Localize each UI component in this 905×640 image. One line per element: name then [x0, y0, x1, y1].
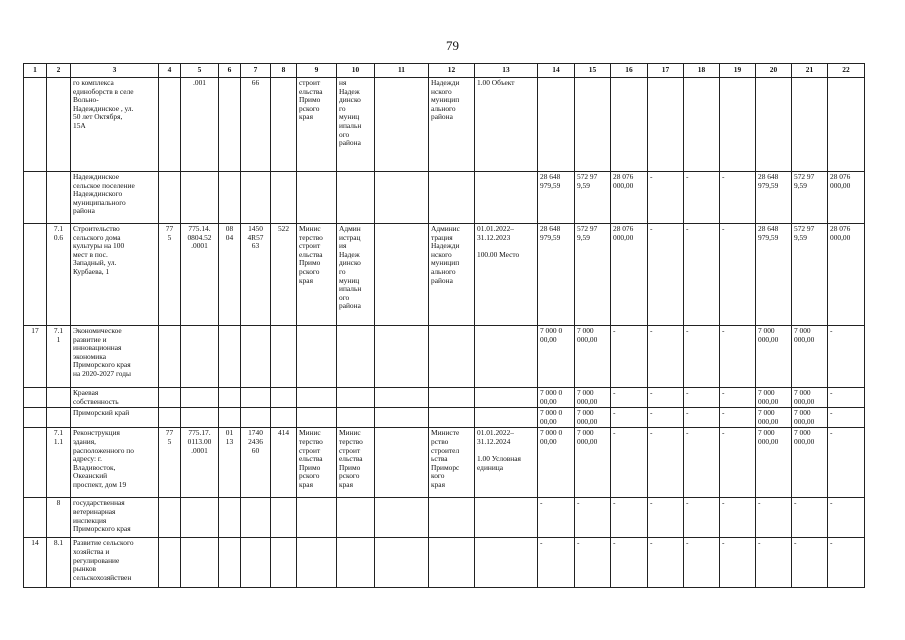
table-cell: [181, 326, 219, 388]
table-cell: 775.14. 0804.52 .0001: [181, 224, 219, 326]
table-cell: [271, 408, 297, 428]
table-cell: 7 000 000,00: [575, 388, 611, 408]
table-cell: [47, 172, 71, 224]
table-cell: -: [684, 224, 720, 326]
table-cell: 7 000 000,00: [756, 388, 792, 408]
table-cell: [475, 326, 538, 388]
table-cell: 28 076 000,00: [828, 224, 865, 326]
table-cell: -: [648, 538, 684, 588]
table-cell: -: [720, 224, 756, 326]
table-cell: 7.1 1.1: [47, 428, 71, 498]
table-cell: [684, 78, 720, 172]
table-cell: [375, 172, 429, 224]
table-cell: [475, 498, 538, 538]
table-row-8: [24, 498, 865, 538]
table-cell: [181, 172, 219, 224]
table-cell: [159, 538, 181, 588]
table-cell: 522: [271, 224, 297, 326]
table-cell: 7 000 000,00: [792, 326, 828, 388]
table-cell: Строительство сельского дома культуры на 100 мест в пос. Западный, ул. Курбаева, 1: [71, 224, 159, 326]
table-cell: [271, 498, 297, 538]
table-cell: -: [828, 538, 865, 588]
table-row-17-7-1-1: [24, 326, 865, 388]
table-cell: -: [648, 428, 684, 498]
table-cell: [24, 428, 47, 498]
table-cell: Министе рство строител ьства Приморс кого края: [429, 428, 475, 498]
table-cell: [181, 408, 219, 428]
table-cell: 8.1: [47, 538, 71, 588]
table-cell: [24, 172, 47, 224]
table-cell: Надеждинское сельское поселение Надеждинского муниципального района: [71, 172, 159, 224]
table-cell: -: [756, 498, 792, 538]
table-cell: 572 97 9,59: [575, 172, 611, 224]
column-header: 10: [337, 64, 375, 78]
table-cell: [429, 498, 475, 538]
table-cell: 7 000 0 00,00: [538, 388, 575, 408]
table-cell: [219, 78, 241, 172]
table-cell: -: [538, 538, 575, 588]
table-cell: -: [720, 172, 756, 224]
table-cell: 7 000 000,00: [756, 428, 792, 498]
table-cell: [24, 224, 47, 326]
table-cell: 66: [241, 78, 271, 172]
column-header: 3: [71, 64, 159, 78]
table-cell: 7 000 000,00: [575, 408, 611, 428]
table-cell: 1450 4R57 63: [241, 224, 271, 326]
table-cell: [375, 326, 429, 388]
table-cell: [297, 538, 337, 588]
table-cell: строит ельства Примо рского края: [297, 78, 337, 172]
table-cell: [337, 408, 375, 428]
table-cell: 28 076 000,00: [611, 172, 648, 224]
table-row-nadezhdinskoe: [24, 172, 865, 224]
table-cell: -: [575, 538, 611, 588]
column-header: 21: [792, 64, 828, 78]
column-header: 18: [684, 64, 720, 78]
page-number: 79: [446, 38, 459, 53]
table-cell: -: [611, 538, 648, 588]
table-cell: [241, 388, 271, 408]
table-cell: [219, 538, 241, 588]
column-header: 13: [475, 64, 538, 78]
table-cell: Админ истрац ия Надеж динско го муниц ипальн ого района: [337, 224, 375, 326]
column-header: 15: [575, 64, 611, 78]
column-header: 7: [241, 64, 271, 78]
column-header: 2: [47, 64, 71, 78]
table-cell: 1.00 Объект: [475, 78, 538, 172]
table-cell: Надежди нского муницип ального района: [429, 78, 475, 172]
table-cell: Минис терство строит ельства Примо рского края: [297, 428, 337, 498]
table-cell: [648, 78, 684, 172]
table-cell: [241, 408, 271, 428]
table-cell: [337, 172, 375, 224]
table-cell: 17: [24, 326, 47, 388]
table-cell: -: [720, 388, 756, 408]
table-cell: [24, 498, 47, 538]
table-cell: 01.01.2022– 31.12.2023 100.00 Место: [475, 224, 538, 326]
table-cell: -: [828, 498, 865, 538]
table-cell: 77 5: [159, 224, 181, 326]
table-cell: -: [684, 172, 720, 224]
table-cell: [271, 388, 297, 408]
table-cell: -: [684, 326, 720, 388]
table-cell: 572 97 9,59: [792, 224, 828, 326]
table-cell: -: [648, 498, 684, 538]
table-cell: Приморский край: [71, 408, 159, 428]
table-cell: 7 000 000,00: [792, 388, 828, 408]
table-cell: ня Надеж динско го муниц ипальн ого района: [337, 78, 375, 172]
table-cell: [611, 78, 648, 172]
table-cell: [375, 78, 429, 172]
table-cell: [24, 408, 47, 428]
table-cell: [575, 78, 611, 172]
table-cell: 7.1 0.6: [47, 224, 71, 326]
table-cell: [538, 78, 575, 172]
table-cell: [375, 428, 429, 498]
table-cell: [475, 408, 538, 428]
table-cell: [337, 538, 375, 588]
table-cell: [375, 388, 429, 408]
table-cell: 7 000 000,00: [756, 408, 792, 428]
table-cell: 77 5: [159, 428, 181, 498]
table-cell: -: [828, 326, 865, 388]
column-header: 1: [24, 64, 47, 78]
table-cell: го комплекса единоборств в селе Вольно- Надеждинское , ул. 50 лет Октября, 15А: [71, 78, 159, 172]
table-cell: 7 000 0 00,00: [538, 428, 575, 498]
table-cell: [47, 408, 71, 428]
table-cell: -: [792, 498, 828, 538]
table-cell: [159, 326, 181, 388]
table-cell: [271, 538, 297, 588]
table-cell: Экономическое развитие и инновационная экономика Приморского края на 2020-2027 годы: [71, 326, 159, 388]
table-cell: [24, 388, 47, 408]
column-header: 12: [429, 64, 475, 78]
table-cell: Реконструкция здания, расположенного по адресу: г. Владивосток, Океанский проспект, дом 19: [71, 428, 159, 498]
table-cell: -: [611, 428, 648, 498]
table-cell: Админис трация Надежди нского муницип ального района: [429, 224, 475, 326]
table-cell: [297, 326, 337, 388]
table-cell: [47, 78, 71, 172]
table-cell: 8: [47, 498, 71, 538]
table-cell: [828, 78, 865, 172]
table-cell: 7.1 1: [47, 326, 71, 388]
table-cell: государственная ветеринарная инспекция Приморского края: [71, 498, 159, 538]
table-cell: -: [684, 498, 720, 538]
table-cell: [181, 388, 219, 408]
table-cell: 1740 2436 60: [241, 428, 271, 498]
table-cell: 28 648 979,59: [756, 172, 792, 224]
table-cell: 28 076 000,00: [611, 224, 648, 326]
column-header: 17: [648, 64, 684, 78]
table-cell: 7 000 0 00,00: [538, 408, 575, 428]
table-cell: Краевая собственность: [71, 388, 159, 408]
table-cell: -: [720, 408, 756, 428]
table-row-continuation: [24, 78, 865, 172]
table-cell: [475, 172, 538, 224]
table-cell: -: [756, 538, 792, 588]
table-cell: 414: [271, 428, 297, 498]
table-cell: -: [648, 326, 684, 388]
table-cell: [219, 388, 241, 408]
table-cell: [271, 326, 297, 388]
table-cell: 572 97 9,59: [575, 224, 611, 326]
table-cell: 572 97 9,59: [792, 172, 828, 224]
table-cell: [429, 172, 475, 224]
table-cell: [159, 172, 181, 224]
table-cell: Развитие сельского хозяйства и регулирование рынков сельскохозяйствен: [71, 538, 159, 588]
table-cell: -: [684, 388, 720, 408]
table-cell: [375, 408, 429, 428]
table-cell: [429, 326, 475, 388]
table-cell: [337, 326, 375, 388]
table-cell: -: [792, 538, 828, 588]
table-cell: -: [648, 388, 684, 408]
table-cell: [375, 538, 429, 588]
table-cell: -: [648, 224, 684, 326]
table-cell: Минис терство строит ельства Примо рского края: [297, 224, 337, 326]
table-cell: [375, 224, 429, 326]
table-cell: [475, 538, 538, 588]
table-cell: [375, 498, 429, 538]
table-cell: [241, 172, 271, 224]
table-cell: -: [828, 388, 865, 408]
table-cell: -: [828, 428, 865, 498]
table-cell: -: [720, 428, 756, 498]
table-cell: -: [575, 498, 611, 538]
table-cell: -: [611, 408, 648, 428]
table-cell: [219, 326, 241, 388]
column-header: 4: [159, 64, 181, 78]
table-cell: 775.17. 0113.00 .0001: [181, 428, 219, 498]
table-cell: -: [684, 538, 720, 588]
table-row-7-1-1-1: [24, 428, 865, 498]
table-cell: [475, 388, 538, 408]
table-cell: -: [611, 388, 648, 408]
column-header: 22: [828, 64, 865, 78]
column-header: 11: [375, 64, 429, 78]
table-cell: Минис терство строит ельства Примо рского края: [337, 428, 375, 498]
table-cell: 01.01.2022– 31.12.2024 1.00 Условная единица: [475, 428, 538, 498]
budget-table: [23, 63, 865, 588]
table-cell: -: [720, 326, 756, 388]
table-cell: 7 000 0 00,00: [538, 326, 575, 388]
table-cell: [47, 388, 71, 408]
table-cell: [720, 78, 756, 172]
table-cell: -: [684, 428, 720, 498]
table-cell: [337, 498, 375, 538]
column-header: 5: [181, 64, 219, 78]
table-cell: 7 000 000,00: [575, 326, 611, 388]
table-cell: 14: [24, 538, 47, 588]
table-cell: [219, 172, 241, 224]
column-header: 14: [538, 64, 575, 78]
table-cell: [297, 408, 337, 428]
column-header: 19: [720, 64, 756, 78]
table-cell: -: [720, 538, 756, 588]
table-cell: [241, 538, 271, 588]
table-cell: 08 04: [219, 224, 241, 326]
table-cell: [159, 78, 181, 172]
table-cell: -: [648, 408, 684, 428]
column-header: 9: [297, 64, 337, 78]
table-cell: -: [611, 326, 648, 388]
table-cell: [24, 78, 47, 172]
table-row-primorsky: [24, 408, 865, 428]
table-cell: [181, 498, 219, 538]
table-cell: [297, 388, 337, 408]
table-row-14-8-1: [24, 538, 865, 588]
table-cell: [756, 78, 792, 172]
table-cell: [241, 326, 271, 388]
table-cell: [219, 408, 241, 428]
table-cell: 7 000 000,00: [756, 326, 792, 388]
table-cell: 01 13: [219, 428, 241, 498]
column-header: 20: [756, 64, 792, 78]
table-cell: [271, 78, 297, 172]
table-cell: [429, 388, 475, 408]
table-cell: [219, 498, 241, 538]
table-cell: -: [720, 498, 756, 538]
table-header-row: [24, 64, 865, 78]
table-cell: [429, 408, 475, 428]
table-cell: -: [684, 408, 720, 428]
column-header: 8: [271, 64, 297, 78]
table-cell: [159, 408, 181, 428]
table-cell: [241, 498, 271, 538]
table-cell: 28 648 979,59: [756, 224, 792, 326]
table-row-7-1-0-6: [24, 224, 865, 326]
table-cell: [337, 388, 375, 408]
table-cell: [271, 172, 297, 224]
table-cell: 7 000 000,00: [575, 428, 611, 498]
table-cell: [159, 388, 181, 408]
table-cell: 28 648 979,59: [538, 172, 575, 224]
table-cell: -: [611, 498, 648, 538]
table-cell: -: [828, 408, 865, 428]
column-header: 6: [219, 64, 241, 78]
table-cell: .001: [181, 78, 219, 172]
table-cell: [181, 538, 219, 588]
table-cell: 28 648 979,59: [538, 224, 575, 326]
table-cell: [429, 538, 475, 588]
table-cell: -: [538, 498, 575, 538]
table-cell: [159, 498, 181, 538]
table-cell: [792, 78, 828, 172]
table-cell: -: [648, 172, 684, 224]
table-cell: 7 000 000,00: [792, 408, 828, 428]
table-cell: [297, 172, 337, 224]
table-cell: 7 000 000,00: [792, 428, 828, 498]
column-header: 16: [611, 64, 648, 78]
table-row-regional: [24, 388, 865, 408]
table-cell: 28 076 000,00: [828, 172, 865, 224]
table-cell: [297, 498, 337, 538]
